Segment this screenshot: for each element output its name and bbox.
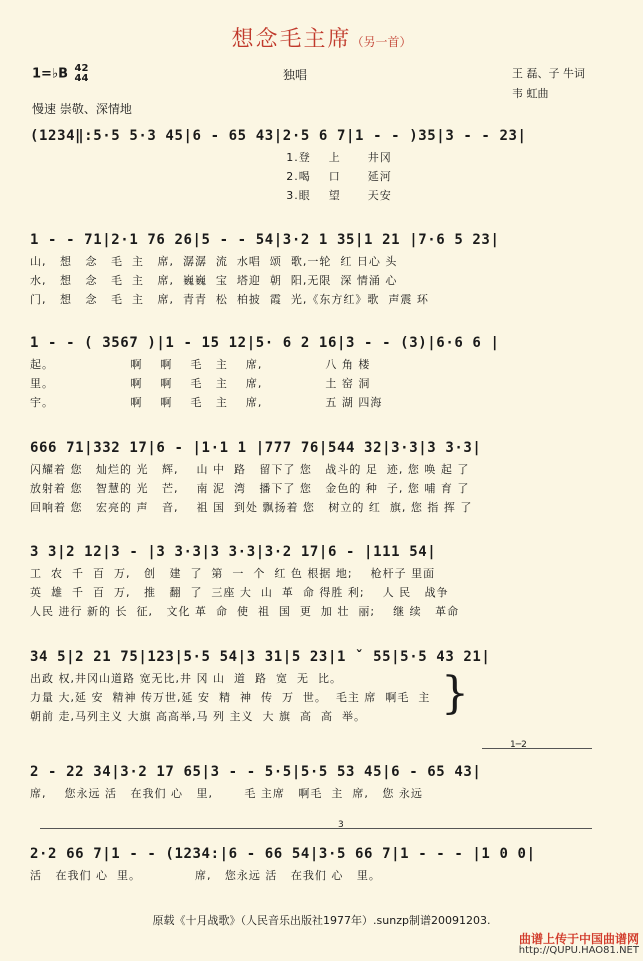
lyric-line: 里。 啊 啊 毛 主 席, 土 窑 洞 [30, 377, 371, 390]
score-system-4 [30, 436, 614, 517]
notation-line: 1 - - ( 3567 )|1 - 15 12|5· 6 2 16|3 - - (3)|6·6 6 | [30, 335, 500, 351]
lyricist: 王 磊、子 牛词 [512, 67, 585, 80]
notation-line: 1 - - 71|2·1 76 26|5 - - 54|3·2 1 35|1 21 |7·6 5 23| [30, 232, 500, 248]
brace-bracket: } [441, 668, 469, 719]
lyric-line: 1.登 上 井冈 [30, 151, 392, 164]
notation-line: 2 - 22 34|3·2 17 65|3 - - 5·5|5·5 53 45|6 - 65 43| [30, 764, 482, 780]
time-signature [75, 64, 89, 84]
lyric-line: 活 在我们 心 里。 席, 您永远 活 在我们 心 里。 [30, 869, 381, 882]
lyric-line: 工 农 千 百 万, 创 建 了 第 一 个 红 色 根据 地; 枪杆子 里面 [30, 567, 436, 580]
song-title [0, 22, 643, 53]
lyric-line: 力量 大,延 安 精神 传万世,延 安 精 神 传 万 世。 毛主 席 啊毛 主 [30, 691, 431, 704]
notation-line: 3 3|2 12|3 - |3 3·3|3 3·3|3·2 17|6 - |111 54| [30, 544, 437, 560]
lyric-line: 山, 想 念 毛 主 席, 潺潺 流 水唱 颂 歌,一轮 红 日心 头 [30, 255, 398, 268]
lyric-line: 放射着 您 智慧的 光 芒, 南 泥 湾 播下了 您 金色的 种 子, 您 哺 育 了 [30, 482, 470, 495]
lyric-line: 2.喝 口 延河 [30, 170, 392, 183]
volta-label-3: 3 [338, 820, 344, 830]
lyric-line: 回响着 您 宏亮的 声 音, 祖 国 到处 飘扬着 您 树立的 红 旗, 您 指 挥 了 [30, 501, 473, 514]
lyric-line: 3.眼 望 天安 [30, 189, 392, 202]
score-system-5 [30, 540, 614, 621]
score-system-7 [30, 760, 614, 803]
score-system-2 [30, 228, 614, 309]
tempo-marking: 慢速 崇敬、深情地 [32, 102, 132, 116]
watermark-line-1: 曲谱上传于中国曲谱网 [518, 932, 639, 946]
lyric-line: 席, 您永远 活 在我们 心 里, 毛 主席 啊毛 主 席, 您 永远 [30, 787, 423, 800]
notation-line: (1234‖:5·5 5·3 45|6 - 65 43|2·5 6 7|1 - - )35|3 - - 23| [30, 128, 527, 144]
lyric-line: 门, 想 念 毛 主 席, 青青 松 柏披 霞 光,《东方红》歌 声震 环 [30, 293, 429, 306]
score-system-1 [30, 124, 614, 205]
title-subtitle: （另一首） [351, 35, 412, 49]
title-text: 想念毛主席 [231, 27, 352, 52]
time-top: 42 [74, 63, 89, 74]
volta-line-12 [482, 748, 592, 749]
volta-label-12: 1─2 [510, 740, 527, 750]
time-bottom: 44 [74, 73, 89, 84]
lyric-line: 水, 想 念 毛 主 席, 巍巍 宝 塔迎 朝 阳,无限 深 情涌 心 [30, 274, 398, 287]
genre-label: 独唱 [283, 68, 308, 82]
source-footer: 原载《十月战歌》（人民音乐出版社1977年）.sunzp制谱20091203. [152, 914, 491, 927]
lyric-line: 起。 啊 啊 毛 主 席, 八 角 楼 [30, 358, 371, 371]
lyric-line: 出政 权,井冈山道路 宽无比,井 冈 山 道 路 宽 无 比。 [30, 672, 342, 685]
lyric-line: 宇。 啊 啊 毛 主 席, 五 湖 四海 [30, 396, 383, 409]
lyric-line: 朝前 走,马列主义 大旗 高高举,马 列 主义 大 旗 高 高 举。 [30, 710, 366, 723]
lyric-line: 闪耀着 您 灿烂的 光 辉, 山 中 路 留下了 您 战斗的 足 迹, 您 唤 起 了 [30, 463, 470, 476]
watermark-line-2: http://QUPU.HAO81.NET [518, 945, 639, 956]
watermark [519, 933, 639, 957]
score-system-3 [30, 331, 614, 412]
score-system-6 [30, 645, 614, 726]
notation-line: 34 5|2 21 75|123|5·5 54|3 31|5 23|1 ˇ 55|5·5 43 21| [30, 649, 491, 665]
notation-line: 666 71|332 17|6 - |1·1 1 |777 76|544 32|3·3|3 3·3| [30, 440, 482, 456]
key-text: 1=♭B [32, 66, 68, 82]
composer: 韦 虹曲 [512, 87, 549, 100]
key-signature [32, 64, 88, 84]
lyric-line: 英 雄 千 百 万, 推 翻 了 三座 大 山 革 命 得胜 利; 人 民 战争 [30, 586, 449, 599]
credits [512, 64, 585, 104]
lyric-line: 人民 进行 新的 长 征, 文化 革 命 使 祖 国 更 加 壮 丽; 继 续 革命 [30, 605, 460, 618]
score-system-8 [30, 842, 614, 885]
volta-line-3 [40, 828, 592, 829]
notation-line: 2·2 66 7|1 - - (1234:|6 - 66 54|3·5 66 7|1 - - - |1 0 0| [30, 846, 536, 862]
